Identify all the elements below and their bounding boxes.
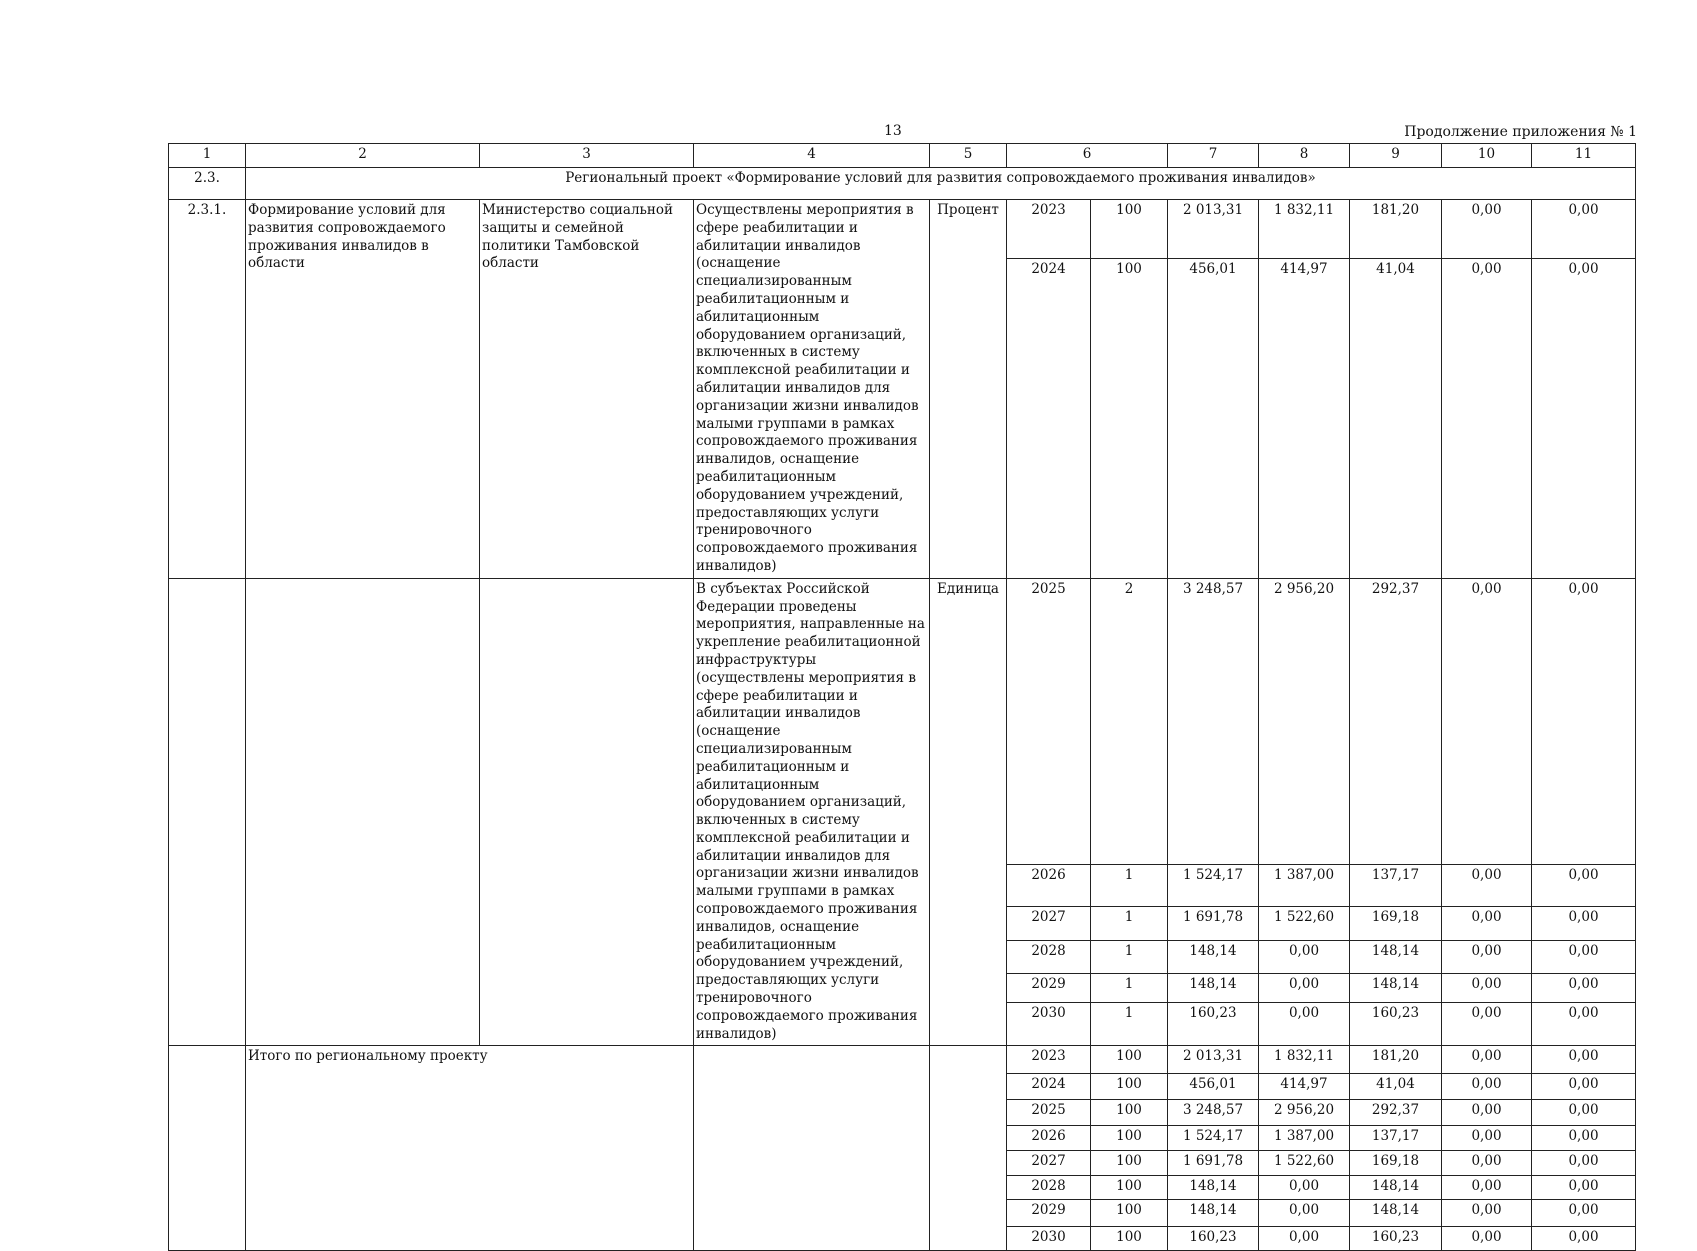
amount-cell: 1 524,17: [1168, 1126, 1259, 1151]
empty-cell: [480, 578, 694, 1046]
unit: Процент: [930, 200, 1007, 579]
amount-cell: 0,00: [1442, 1151, 1532, 1176]
amount-cell: 414,97: [1259, 258, 1350, 578]
year-cell: 2029: [1007, 974, 1091, 1003]
amount-cell: 148,14: [1168, 1176, 1259, 1200]
year-cell: 2028: [1007, 1176, 1091, 1200]
col-header: 8: [1259, 144, 1350, 168]
amount-cell: 41,04: [1350, 258, 1442, 578]
continuation-label: Продолжение приложения № 1: [1404, 124, 1637, 140]
indicator-cell: 100: [1091, 1151, 1168, 1176]
amount-cell: 169,18: [1350, 907, 1442, 941]
amount-cell: 0,00: [1259, 1200, 1350, 1227]
year-cell: 2030: [1007, 1227, 1091, 1251]
section-number: 2.3.: [169, 168, 246, 200]
indicator-cell: 1: [1091, 864, 1168, 907]
amount-cell: 181,20: [1350, 1046, 1442, 1074]
empty-cell: [694, 1046, 930, 1251]
amount-cell: 0,00: [1442, 1100, 1532, 1126]
empty-cell: [169, 578, 246, 1046]
empty-cell: [169, 1046, 246, 1251]
year-cell: 2024: [1007, 1074, 1091, 1100]
amount-cell: 1 522,60: [1259, 1151, 1350, 1176]
amount-cell: 2 956,20: [1259, 1100, 1350, 1126]
amount-cell: 0,00: [1442, 864, 1532, 907]
col-header: 3: [480, 144, 694, 168]
amount-cell: 292,37: [1350, 1100, 1442, 1126]
amount-cell: 148,14: [1168, 1200, 1259, 1227]
indicator-cell: 100: [1091, 1100, 1168, 1126]
amount-cell: 414,97: [1259, 1074, 1350, 1100]
col-header: 7: [1168, 144, 1259, 168]
amount-cell: 0,00: [1442, 907, 1532, 941]
amount-cell: 0,00: [1259, 941, 1350, 974]
amount-cell: 0,00: [1532, 1126, 1636, 1151]
page-number: 13: [884, 123, 902, 139]
amount-cell: 137,17: [1350, 1126, 1442, 1151]
amount-cell: 1 387,00: [1259, 1126, 1350, 1151]
amount-cell: 0,00: [1532, 907, 1636, 941]
amount-cell: 148,14: [1168, 941, 1259, 974]
appendix-table: [168, 143, 1636, 1251]
amount-cell: 0,00: [1442, 1227, 1532, 1251]
indicator-cell: 100: [1091, 1176, 1168, 1200]
amount-cell: 1 832,11: [1259, 1046, 1350, 1074]
year-cell: 2029: [1007, 1200, 1091, 1227]
amount-cell: 181,20: [1350, 200, 1442, 259]
indicator-cell: 100: [1091, 1227, 1168, 1251]
amount-cell: 0,00: [1532, 200, 1636, 259]
indicator-cell: 1: [1091, 941, 1168, 974]
indicator-cell: 100: [1091, 1074, 1168, 1100]
amount-cell: 1 691,78: [1168, 907, 1259, 941]
unit: Единица: [930, 578, 1007, 1046]
col-header: 6: [1007, 144, 1168, 168]
amount-cell: 148,14: [1350, 1176, 1442, 1200]
col-header: 10: [1442, 144, 1532, 168]
year-cell: 2030: [1007, 1003, 1091, 1046]
amount-cell: 0,00: [1532, 1100, 1636, 1126]
year-cell: 2027: [1007, 907, 1091, 941]
amount-cell: 1 691,78: [1168, 1151, 1259, 1176]
amount-cell: 3 248,57: [1168, 578, 1259, 864]
table-row: [169, 200, 1636, 259]
year-cell: 2024: [1007, 258, 1091, 578]
indicator-cell: 100: [1091, 258, 1168, 578]
empty-cell: [930, 1046, 1007, 1251]
item-name: Формирование условий для развития сопровождаемого проживания инвалидов в области: [246, 200, 480, 579]
amount-cell: 2 013,31: [1168, 200, 1259, 259]
amount-cell: 0,00: [1532, 941, 1636, 974]
amount-cell: 0,00: [1442, 1074, 1532, 1100]
year-cell: 2026: [1007, 864, 1091, 907]
amount-cell: 148,14: [1350, 941, 1442, 974]
amount-cell: 0,00: [1259, 1227, 1350, 1251]
indicator-cell: 100: [1091, 1200, 1168, 1227]
col-header: 2: [246, 144, 480, 168]
year-cell: 2028: [1007, 941, 1091, 974]
amount-cell: 0,00: [1532, 1046, 1636, 1074]
amount-cell: 148,14: [1350, 1200, 1442, 1227]
amount-cell: 148,14: [1350, 974, 1442, 1003]
indicator-cell: 100: [1091, 200, 1168, 259]
amount-cell: 148,14: [1168, 974, 1259, 1003]
amount-cell: 0,00: [1259, 1003, 1350, 1046]
section-row: [169, 168, 1636, 200]
amount-cell: 456,01: [1168, 258, 1259, 578]
amount-cell: 456,01: [1168, 1074, 1259, 1100]
amount-cell: 0,00: [1442, 1200, 1532, 1227]
item-number: 2.3.1.: [169, 200, 246, 579]
amount-cell: 41,04: [1350, 1074, 1442, 1100]
section-title: Региональный проект «Формирование условий для развития сопровождаемого проживания инвалидов»: [246, 168, 1636, 200]
amount-cell: 0,00: [1532, 1074, 1636, 1100]
year-cell: 2023: [1007, 1046, 1091, 1074]
amount-cell: 0,00: [1532, 864, 1636, 907]
year-cell: 2023: [1007, 200, 1091, 259]
amount-cell: 137,17: [1350, 864, 1442, 907]
year-cell: 2027: [1007, 1151, 1091, 1176]
amount-cell: 0,00: [1532, 578, 1636, 864]
amount-cell: 1 832,11: [1259, 200, 1350, 259]
col-header: 1: [169, 144, 246, 168]
amount-cell: 0,00: [1442, 974, 1532, 1003]
result-text: Осуществлены мероприятия в сфере реабилитации и абилитации инвалидов (оснащение специализированным реабилитационным и абилитационным оборудованием организаций, включенных в систему комплексной реабилитации и абилитации инвалидов для организации жизни инвалидов малыми группами в рамках сопровождаемого проживания инвалидов, оснащение реабилитационным оборудованием учреждений, предоставляющих услуги тренировочного сопровождаемого проживания инвалидов): [694, 200, 930, 579]
year-cell: 2025: [1007, 1100, 1091, 1126]
col-header: 5: [930, 144, 1007, 168]
indicator-cell: 1: [1091, 907, 1168, 941]
amount-cell: 0,00: [1532, 974, 1636, 1003]
year-cell: 2026: [1007, 1126, 1091, 1151]
amount-cell: 0,00: [1442, 1046, 1532, 1074]
item-executor: Министерство социальной защиты и семейной политики Тамбовской области: [480, 200, 694, 579]
amount-cell: 160,23: [1168, 1003, 1259, 1046]
amount-cell: 0,00: [1442, 1003, 1532, 1046]
indicator-cell: 1: [1091, 1003, 1168, 1046]
amount-cell: 1 524,17: [1168, 864, 1259, 907]
amount-cell: 0,00: [1532, 1151, 1636, 1176]
indicator-cell: 100: [1091, 1046, 1168, 1074]
amount-cell: 160,23: [1350, 1003, 1442, 1046]
empty-cell: [246, 578, 480, 1046]
amount-cell: 0,00: [1259, 974, 1350, 1003]
amount-cell: 2 956,20: [1259, 578, 1350, 864]
amount-cell: 0,00: [1532, 1200, 1636, 1227]
amount-cell: 1 387,00: [1259, 864, 1350, 907]
amount-cell: 292,37: [1350, 578, 1442, 864]
table-row: [169, 578, 1636, 864]
col-header: 11: [1532, 144, 1636, 168]
amount-cell: 169,18: [1350, 1151, 1442, 1176]
amount-cell: 2 013,31: [1168, 1046, 1259, 1074]
amount-cell: 0,00: [1442, 258, 1532, 578]
column-number-row: [169, 144, 1636, 168]
amount-cell: 0,00: [1532, 258, 1636, 578]
amount-cell: 160,23: [1168, 1227, 1259, 1251]
total-row: [169, 1046, 1636, 1074]
amount-cell: 0,00: [1442, 578, 1532, 864]
col-header: 4: [694, 144, 930, 168]
total-label: Итого по региональному проекту: [246, 1046, 694, 1251]
amount-cell: 0,00: [1532, 1003, 1636, 1046]
amount-cell: 160,23: [1350, 1227, 1442, 1251]
amount-cell: 0,00: [1442, 941, 1532, 974]
indicator-cell: 100: [1091, 1126, 1168, 1151]
col-header: 9: [1350, 144, 1442, 168]
year-cell: 2025: [1007, 578, 1091, 864]
amount-cell: 0,00: [1532, 1176, 1636, 1200]
amount-cell: 3 248,57: [1168, 1100, 1259, 1126]
indicator-cell: 2: [1091, 578, 1168, 864]
amount-cell: 1 522,60: [1259, 907, 1350, 941]
indicator-cell: 1: [1091, 974, 1168, 1003]
amount-cell: 0,00: [1442, 1176, 1532, 1200]
amount-cell: 0,00: [1442, 200, 1532, 259]
amount-cell: 0,00: [1442, 1126, 1532, 1151]
amount-cell: 0,00: [1259, 1176, 1350, 1200]
result-text: В субъектах Российской Федерации проведены мероприятия, направленные на укрепление реабилитационной инфраструктуры (осуществлены мероприятия в сфере реабилитации и абилитации инвалидов (оснащение специализированным реабилитационным и абилитационным оборудованием организаций, включенных в систему комплексной реабилитации и абилитации инвалидов для организации жизни инвалидов малыми группами в рамках сопровождаемого проживания инвалидов, оснащение реабилитационным оборудованием учреждений, предоставляющих услуги тренировочного сопровождаемого проживания инвалидов): [694, 578, 930, 1046]
amount-cell: 0,00: [1532, 1227, 1636, 1251]
